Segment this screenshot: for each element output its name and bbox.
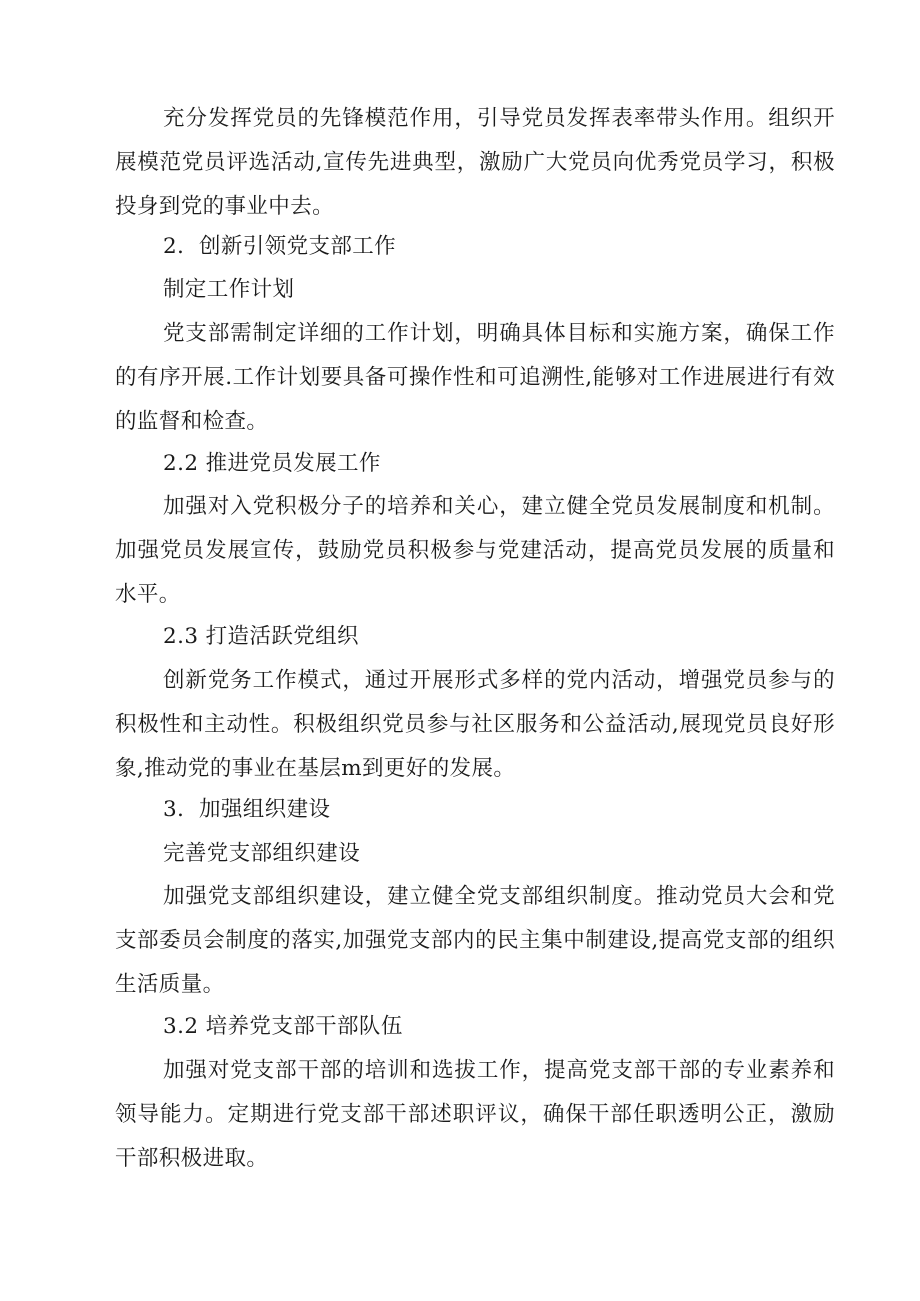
subheading-active-organization: 2.3 打造活跃党组织 (163, 624, 359, 649)
paragraph-member-development: 加强对入党积极分子的培养和关心，建立健全党员发展制度和机制。加强党员发展宣传，鼓励党员积极参与党建活动，提高党员发展的质量和水平。 (115, 494, 835, 607)
subheading-cadre-team: 3.2 培养党支部干部队伍 (163, 1014, 403, 1039)
subheading-work-plan: 制定工作计划 (163, 277, 295, 302)
heading-organization-building: 3．加强组织建设 (163, 797, 331, 822)
paragraph-work-plan: 党支部需制定详细的工作计划，明确具体目标和实施方案，确保工作的有序开展.工作计划要具备可操作性和可追溯性,能够对工作进展进行有效的监督和检查。 (115, 321, 835, 434)
paragraph-branch-building: 加强党支部组织建设，建立健全党支部组织制度。推动党员大会和党支部委员会制度的落实,加强党支部内的民主集中制建设,提高党支部的组织生活质量。 (115, 884, 835, 997)
subheading-member-development: 2.2 推进党员发展工作 (163, 451, 381, 476)
heading-innovation-leadership: 2．创新引领党支部工作 (163, 234, 397, 259)
paragraph-active-organization: 创新党务工作模式，通过开展形式多样的党内活动，增强党员参与的积极性和主动性。积极组织党员参与社区服务和公益活动,展现党员良好形象,推动党的事业在基层m到更好的发展。 (115, 668, 835, 781)
paragraph-vanguard-role: 充分发挥党员的先锋模范作用，引导党员发挥表率带头作用。组织开展模范党员评选活动,宣传先进典型，激励广大党员向优秀党员学习，积极投身到党的事业中去。 (115, 106, 835, 219)
subheading-branch-building: 完善党支部组织建设 (163, 841, 361, 866)
paragraph-cadre-team: 加强对党支部干部的培训和选拔工作，提高党支部干部的专业素养和领导能力。定期进行党支部干部述职评议，确保干部任职透明公正，激励干部积极进取。 (115, 1058, 835, 1171)
